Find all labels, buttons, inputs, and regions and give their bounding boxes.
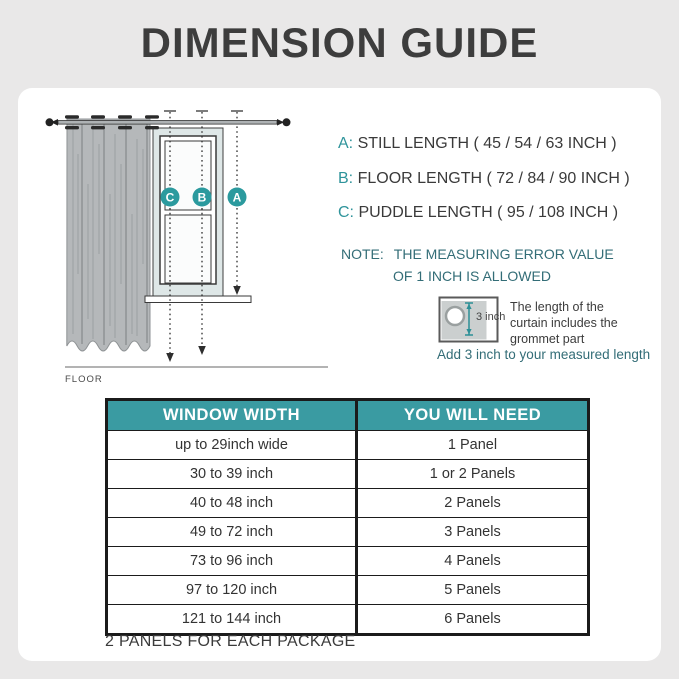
- table-cell-panels: 1 Panel: [447, 437, 498, 453]
- table-row: [108, 488, 587, 517]
- legend-item-still-length: [338, 134, 630, 154]
- table-row: [108, 604, 587, 633]
- table-row: [108, 517, 587, 546]
- measuring-note: [341, 243, 614, 287]
- panel-size-table: [105, 398, 590, 636]
- grommet-tip: Add 3 inch to your measured length: [437, 347, 651, 362]
- page-title: DIMENSION GUIDE: [140, 19, 539, 66]
- table-header-you-will-need: YOU WILL NEED: [358, 401, 587, 430]
- legend-prefix-b: B:: [338, 169, 354, 187]
- window-graphic: [145, 128, 251, 303]
- marker-a-label: A: [232, 190, 242, 205]
- content-card: [18, 88, 661, 661]
- grommet-measure-label: 3 inch: [476, 311, 506, 323]
- table-cell-panels: 5 Panels: [444, 582, 501, 598]
- table-cell-panels: 4 Panels: [444, 553, 501, 569]
- table-cell-width: 97 to 120 inch: [108, 576, 358, 604]
- measure-markers: [161, 188, 247, 207]
- marker-c-label: C: [165, 190, 175, 205]
- table-cell-width: 30 to 39 inch: [108, 460, 358, 488]
- note-line-2: OF 1 INCH IS ALLOWED: [393, 268, 551, 284]
- table-cell-width: 121 to 144 inch: [108, 605, 358, 633]
- table-cell-panels: 6 Panels: [444, 611, 501, 627]
- floor-label: FLOOR: [65, 374, 103, 385]
- table-cell-width: up to 29inch wide: [108, 431, 358, 459]
- table-cell-panels: 2 Panels: [444, 495, 501, 511]
- note-line-1: [341, 243, 614, 265]
- note-text-1: THE MEASURING ERROR VALUE: [393, 246, 614, 262]
- grommet-description: The length of the curtain includes the grommet part: [510, 300, 618, 346]
- package-note: 2 PANELS FOR EACH PACKAGE: [105, 633, 356, 650]
- legend-text-a: STILL LENGTH ( 45 / 54 / 63 INCH ): [357, 135, 617, 152]
- table-header-row: [108, 401, 587, 430]
- length-legend: [338, 134, 630, 238]
- table-cell-panels: 1 or 2 Panels: [429, 466, 516, 482]
- table-row: [108, 546, 587, 575]
- legend-prefix-a: A:: [338, 135, 354, 152]
- table-header-window-width: WINDOW WIDTH: [108, 401, 358, 430]
- table-row: [108, 459, 587, 488]
- curtain-panel-graphic: [67, 119, 150, 351]
- table-cell-width: 40 to 48 inch: [108, 489, 358, 517]
- legend-item-puddle-length: [338, 203, 630, 223]
- table-row: [108, 430, 587, 459]
- table-row: [108, 575, 587, 604]
- table-cell-panels: 3 Panels: [444, 524, 501, 540]
- note-prefix: NOTE:: [341, 246, 384, 262]
- legend-prefix-c: C:: [338, 204, 354, 221]
- table-cell-width: 73 to 96 inch: [108, 547, 358, 575]
- legend-text-c: PUDDLE LENGTH ( 95 / 108 INCH ): [358, 204, 619, 221]
- legend-text-b: FLOOR LENGTH ( 72 / 84 / 90 INCH ): [357, 169, 630, 187]
- grommet-ring-icon: [446, 307, 464, 325]
- curtain-diagram: [25, 94, 335, 394]
- legend-item-floor-length: [338, 169, 630, 189]
- table-cell-width: 49 to 72 inch: [108, 518, 358, 546]
- marker-b-label: B: [197, 190, 207, 205]
